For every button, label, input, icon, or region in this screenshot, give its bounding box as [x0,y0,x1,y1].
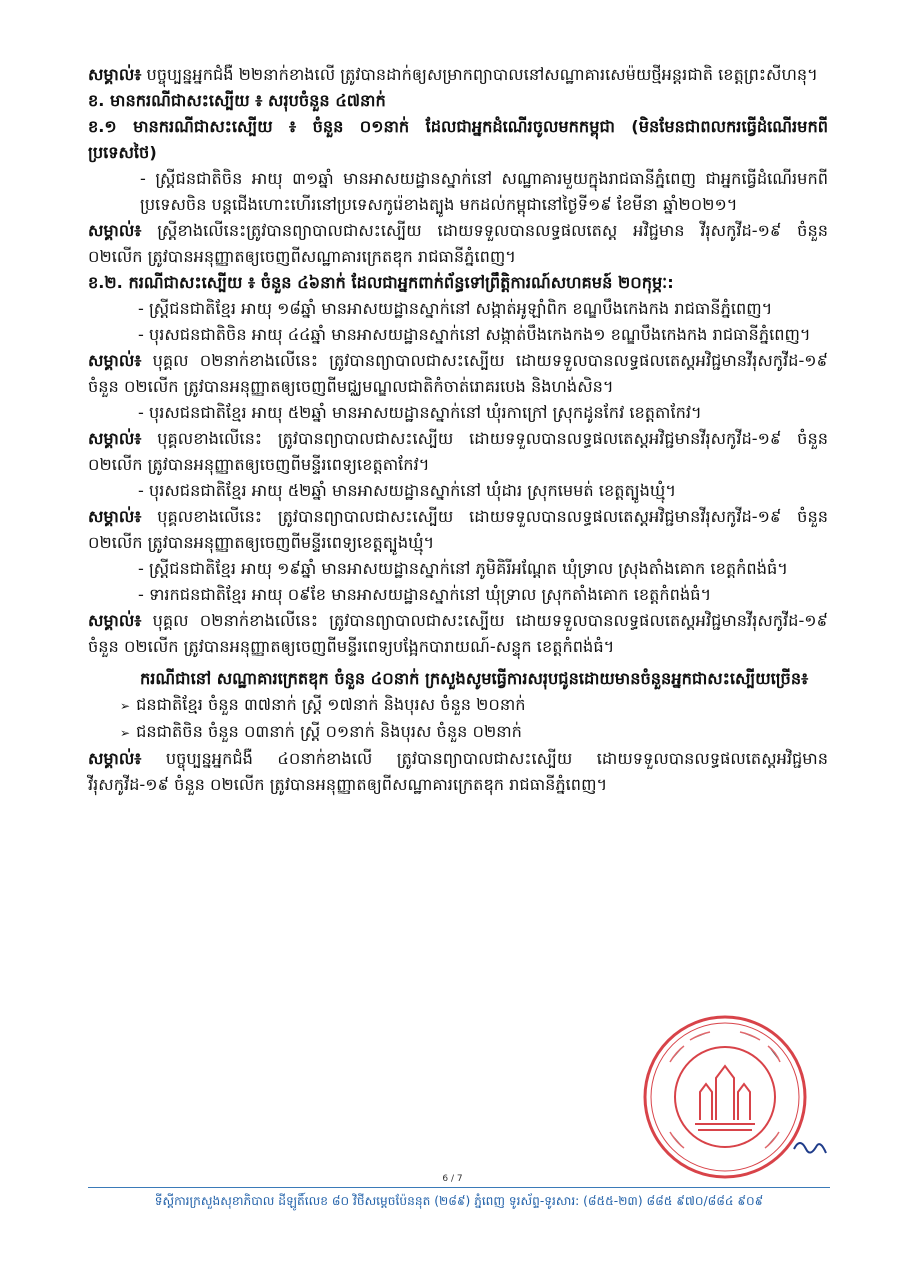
page-number: 6 / 7 [442,1174,463,1184]
note-paragraph [88,504,828,556]
footer-address: ទីស្តីការក្រសួងសុខាភិបាល ដីឡូតិ៍លេខ ៨០ វិថីសម្តេចប៉ែននុត (២៨៩) ភ្នំពេញ ទូរស័ព្ទ-ទូរសារ: (៨៥៥-២៣) ៨៨៥ ៩៧០/៨៨៤ ៩០៩ [154,1194,764,1208]
note-label: សម្គាល់៖ [88,65,142,84]
note-paragraph [88,348,828,400]
paragraph-text: បុគ្គលខាងលើនេះ ត្រូវបានព្យាបាលជាសះស្បើយ ដោយទទួលបានលទ្ធផលតេស្តអវិជ្ជមានវីរុសកូវីដ-១៩ ចំនួន ០២លើក ត្រូវបានអនុញ្ញាតឲ្យចេញពីមន្ទីរពេទ្យខេត្តត្បូងឃ្មុំ។ [88,507,828,552]
note-label: សម្គាល់៖ [88,611,142,630]
paragraph-text: ជនជាតិចិន ចំនួន ០៣នាក់ ស្ត្រី ០១នាក់ និងបុរស ចំនួន ០២នាក់ [136,722,522,741]
note-label: សម្គាល់៖ [88,351,142,370]
note-paragraph [88,62,828,88]
paragraph-text: ស្ត្រីខាងលើនេះត្រូវបានព្យាបាលជាសះស្បើយ ដោយទទួលបានលទ្ធផលតេស្ត អវិជ្ជមាន វីរុសកូវីដ-១៩ ចំនួន ០២លើក ត្រូវបានអនុញ្ញាតឲ្យចេញពីសណ្ឋាគារក្រេតឌុក រាជធានីភ្នំពេញ។ [88,221,828,266]
paragraph-text: បច្ចុប្បន្នអ្នកជំងឺ ៤០នាក់ខាងលើ ត្រូវបានព្យាបាលជាសះស្បើយ ដោយទទួលបានលទ្ធផលតេស្តអវិជ្ជមានវីរុសកូវីដ-១៩ ចំនួន ០២លើក ត្រូវបានអនុញ្ញាតឲ្យពីសណ្ឋាគារក្រេតឌុក រាជធានីភ្នំពេញ។ [88,749,828,794]
paragraph-text: បុគ្គលខាងលើនេះ ត្រូវបានព្យាបាលជាសះស្បើយ ដោយទទួលបានលទ្ធផលតេស្តអវិជ្ជមានវីរុសកូវីដ-១៩ ចំនួន ០២លើក ត្រូវបានអនុញ្ញាតឲ្យចេញពីមន្ទីរពេទ្យខេត្តតាកែវ។ [88,429,828,474]
paragraph-text: - បុរសជនជាតិខ្មែរ អាយុ ៥២ឆ្នាំ មានអាសយដ្ឋានស្នាក់នៅ ឃុំរកាក្រៅ ស្រុកដូនកែវ ខេត្តតាកែវ។ [138,403,702,422]
paragraph-text: - បុរសជនជាតិខ្មែរ អាយុ ៥២ឆ្នាំ មានអាសយដ្ឋានស្នាក់នៅ ឃុំដារ ស្រុកមេមត់ ខេត្តត្បូងឃ្មុំ។ [138,481,676,500]
arrow-bullet-icon: ➢ [120,726,131,740]
paragraph-text: - ទារកជនជាតិខ្មែរ អាយុ ០៩ខែ មានអាសយដ្ឋានស្នាក់នៅ ឃុំទ្រាល ស្រុកតាំងគោក ខេត្តកំពង់ធំ។ [138,585,712,604]
paragraph-text: - ស្ត្រីជនជាតិខ្មែរ អាយុ ១៨ឆ្នាំ មានអាសយដ្ឋានស្នាក់នៅ សង្កាត់អូឡាំពិក ខណ្ឌបឹងកេងកង រាជធានីភ្នំពេញ។ [138,299,773,318]
paragraph-text: - ស្ត្រីជនជាតិចិន អាយុ ៣១ឆ្នាំ មានអាសយដ្ឋានស្នាក់នៅ សណ្ឋាគារមួយក្នុងរាជធានីភ្នំពេញ ជាអ្នកធ្វើដំណើរមកពីប្រទេសចិន បន្តជើងហោះហើរនៅប្រទេសកូរ៉េខាងត្បូង មកដល់កម្ពុជានៅថ្ងៃទី១៩ ខែមីនា ឆ្នាំ២០២១។ [140,169,828,214]
paragraph-text: បុគ្គល ០២នាក់ខាងលើនេះ ត្រូវបានព្យាបាលជាសះស្បើយ ដោយទទួលបានលទ្ធផលតេស្តអវិជ្ជមានវីរុសកូវីដ-១៩ ចំនួន ០២លើក ត្រូវបានអនុញ្ញាតឲ្យចេញពីមជ្ឈមណ្ឌលជាតិកំចាត់រោគរបេង និងហង់សិន។ [88,351,828,396]
paragraph [88,666,828,692]
paragraph-text: ជនជាតិខ្មែរ ចំនួន ៣៧នាក់ ស្ត្រី ១៧នាក់ និងបុរស ចំនួន ២០នាក់ [136,695,526,714]
document-body [88,62,828,798]
note-label: សម្គាល់៖ [88,507,142,526]
arrow-bullet-icon: ➢ [120,699,131,713]
paragraph-text: - បុរសជនជាតិចិន អាយុ ៤៤ឆ្នាំ មានអាសយដ្ឋានស្នាក់នៅ សង្កាត់បឹងកេងកង១ ខណ្ឌបឹងកេងកង រាជធានីភ្នំពេញ។ [138,325,811,344]
paragraph-text: ខ.១ មានករណីជាសះស្បើយ ៖ ចំនួន ០១នាក់ ដែលជាអ្នកដំណើរចូលមកកម្ពុជា (មិនមែនជាពលករធ្វើដំណើរមកពីប្រទេសថៃ) [88,117,828,162]
official-seal-stamp [640,1012,810,1182]
paragraph-text: ខ.២. ករណីជាសះស្បើយ ៖ ចំនួន ៤៦នាក់ ដែលជាអ្នកពាក់ព័ន្ធទៅព្រឹត្តិការណ៍សហគមន៍ ២០កុម្ភៈ: [88,273,674,292]
paragraph [88,556,828,582]
note-paragraph [88,426,828,478]
paragraph-text: បច្ចុប្បន្នអ្នកជំងឺ ២២នាក់ខាងលើ ត្រូវបានដាក់ឲ្យសម្រាកព្យាបាលនៅសណ្ឋាគារសេម៉យថ្មីអន្តរជាតិ ខេត្តព្រះសីហនុ។ [141,65,818,84]
paragraph-text: - ស្ត្រីជនជាតិខ្មែរ អាយុ ១៩ឆ្នាំ មានអាសយដ្ឋានស្នាក់នៅ ភូមិគិរីអណ្តែត ឃុំទ្រាល ស្រុងតាំងគោក ខេត្តកំពង់ធំ។ [138,559,788,578]
paragraph [88,114,828,166]
note-paragraph [88,608,828,660]
paragraph [88,400,828,426]
summary-bullet [88,719,828,746]
signature-mark [790,1135,830,1161]
paragraph [88,296,828,322]
note-label: សម្គាល់៖ [88,429,142,448]
note-label: សម្គាល់៖ [88,749,142,768]
footer-divider [88,1187,830,1188]
paragraph-text: ករណីជានៅ សណ្ឋាគារក្រេតឌុក ចំនួន ៤០នាក់ ក្រសួងសូមធ្វើការសរុបជូនដោយមានចំនួនអ្នកជាសះស្បើយច្រើន៖ [140,669,809,688]
note-paragraph [88,218,828,270]
paragraph-text: បុគ្គល ០២នាក់ខាងលើនេះ ត្រូវបានព្យាបាលជាសះស្បើយ ដោយទទួលបានលទ្ធផលតេស្តអវិជ្ជមានវីរុសកូវីដ-១៩ ចំនួន ០២លើក ត្រូវបានអនុញ្ញាតឲ្យចេញពីមន្ទីរពេទ្យបង្អែកបារាយណ៍-សន្ទុក ខេត្តកំពង់ធំ។ [88,611,828,656]
paragraph [88,582,828,608]
summary-bullet [88,692,828,719]
note-paragraph [88,746,828,798]
paragraph-text: ខ. មានករណីជាសះស្បើយ ៖ សរុបចំនួន ៤៧នាក់ [88,91,386,110]
note-label: សម្គាល់៖ [88,221,142,240]
paragraph [88,270,828,296]
paragraph [88,322,828,348]
paragraph [88,88,828,114]
paragraph [88,478,828,504]
paragraph [88,166,828,218]
